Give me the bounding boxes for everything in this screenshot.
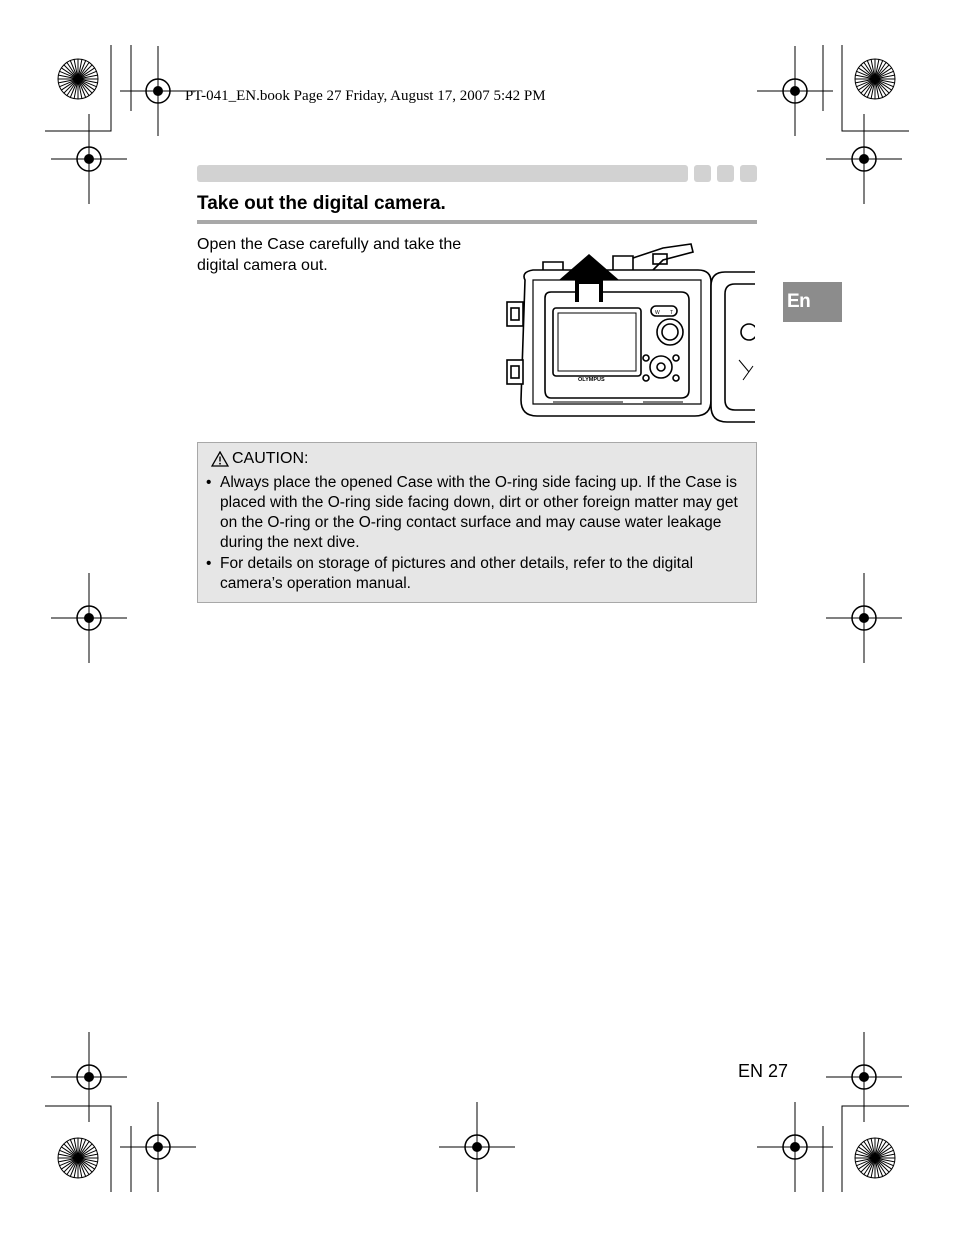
instruction-text: Open the Case carefully and take the digital camera out.	[197, 236, 462, 274]
section-bar-square	[717, 165, 734, 182]
brand-label: OLYMPUS	[578, 377, 605, 383]
title-rule	[197, 220, 757, 224]
print-header: PT-041_EN.book Page 27 Friday, August 17, 2007 5:42 PM	[185, 88, 546, 104]
section-bar	[197, 165, 688, 182]
zoom-t-label: T	[670, 310, 674, 316]
camera-case-illustration	[503, 240, 755, 425]
caution-item: • Always place the opened Case with the O-ring side facing up. If the Case is placed with the O-ring side facing down, dirt or other foreign matter may get on the O-ring or the O-ring contact surface and may cause water leakage during the next dive.	[206, 474, 738, 551]
section-title: Take out the digital camera.	[197, 193, 446, 214]
section-bar-square	[740, 165, 757, 182]
section-bar-square	[694, 165, 711, 182]
caution-label: CAUTION:	[232, 450, 309, 467]
zoom-w-label: W	[655, 310, 660, 316]
warning-triangle-icon	[211, 451, 229, 467]
caution-list	[204, 473, 749, 595]
caution-heading	[211, 450, 308, 468]
language-tab: En	[783, 282, 842, 322]
page-number: EN 27	[738, 1061, 789, 1081]
caution-item: • For details on storage of pictures and other details, refer to the digital camera’s operation manual.	[206, 555, 694, 592]
